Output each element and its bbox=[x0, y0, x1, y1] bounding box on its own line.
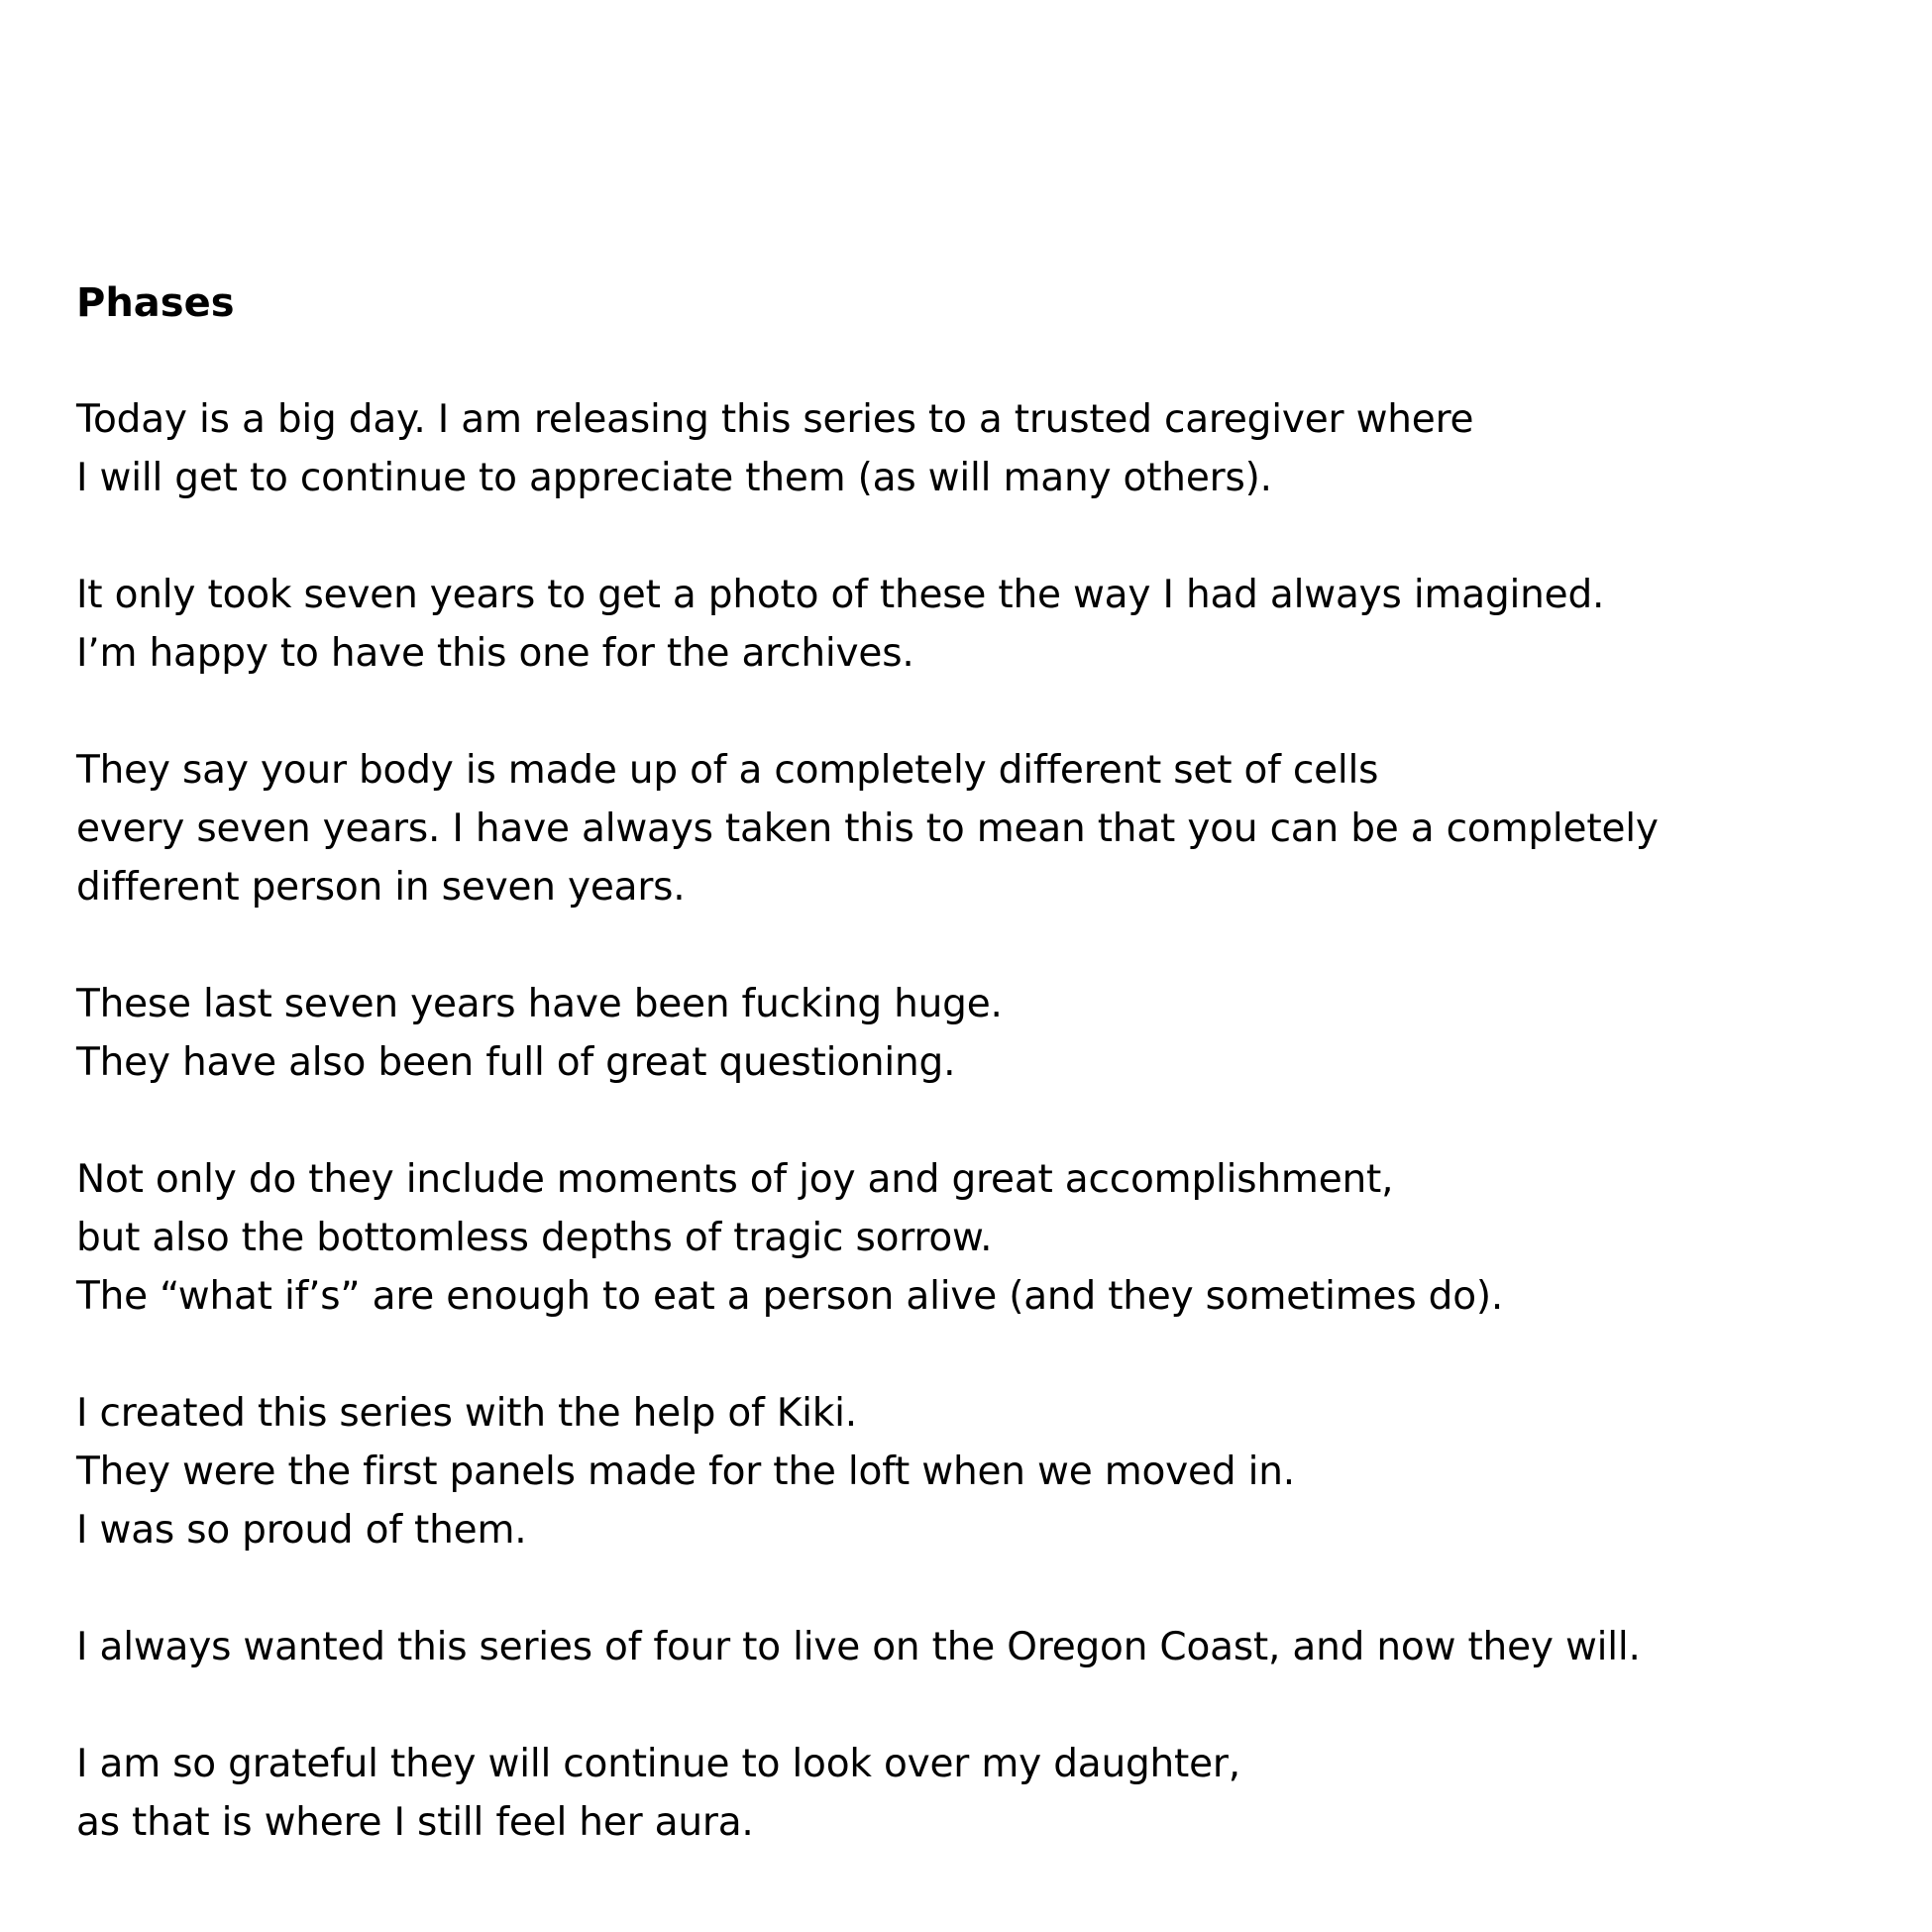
paragraph-line: I was so proud of them. bbox=[76, 1508, 527, 1553]
paragraph-line: different person in seven years. bbox=[76, 865, 686, 910]
paragraph-4 bbox=[76, 975, 1860, 1092]
paragraph-line: They have also been full of great questioning. bbox=[76, 1040, 956, 1085]
paragraph-line: I’m happy to have this one for the archives. bbox=[76, 631, 914, 676]
paragraph-line: but also the bottomless depths of tragic sorrow. bbox=[76, 1216, 993, 1260]
paragraph-line: as that is where I still feel her aura. bbox=[76, 1800, 754, 1845]
paragraph-5 bbox=[76, 1150, 1860, 1326]
paragraph-2 bbox=[76, 566, 1860, 683]
paragraph-line: They were the first panels made for the loft when we moved in. bbox=[76, 1449, 1295, 1494]
document-page bbox=[76, 273, 1860, 1910]
paragraph-3 bbox=[76, 741, 1860, 916]
paragraph-line: These last seven years have been fucking huge. bbox=[76, 982, 1003, 1026]
paragraph-line: Today is a big day. I am releasing this series to a trusted caregiver where bbox=[76, 397, 1474, 442]
paragraph-line: I created this series with the help of Kiki. bbox=[76, 1391, 857, 1436]
paragraph-line: every seven years. I have always taken this to mean that you can be a completely bbox=[76, 806, 1659, 851]
paragraph-line: I am so grateful they will continue to look over my daughter, bbox=[76, 1742, 1240, 1786]
document-title: Phases bbox=[76, 280, 235, 326]
paragraph-line: They say your body is made up of a completely different set of cells bbox=[76, 748, 1379, 793]
paragraph-7 bbox=[76, 1618, 1860, 1676]
paragraph-8 bbox=[76, 1735, 1860, 1852]
paragraph-line: It only took seven years to get a photo of these the way I had always imagined. bbox=[76, 573, 1605, 617]
paragraph-1 bbox=[76, 390, 1860, 507]
paragraph-line: The “what if’s” are enough to eat a person alive (and they sometimes do). bbox=[76, 1274, 1504, 1319]
paragraph-line: I always wanted this series of four to live on the Oregon Coast, and now they will. bbox=[76, 1625, 1641, 1669]
paragraph-line: Not only do they include moments of joy and great accomplishment, bbox=[76, 1157, 1394, 1202]
paragraph-line: I will get to continue to appreciate them (as will many others). bbox=[76, 456, 1272, 500]
paragraph-6 bbox=[76, 1384, 1860, 1559]
